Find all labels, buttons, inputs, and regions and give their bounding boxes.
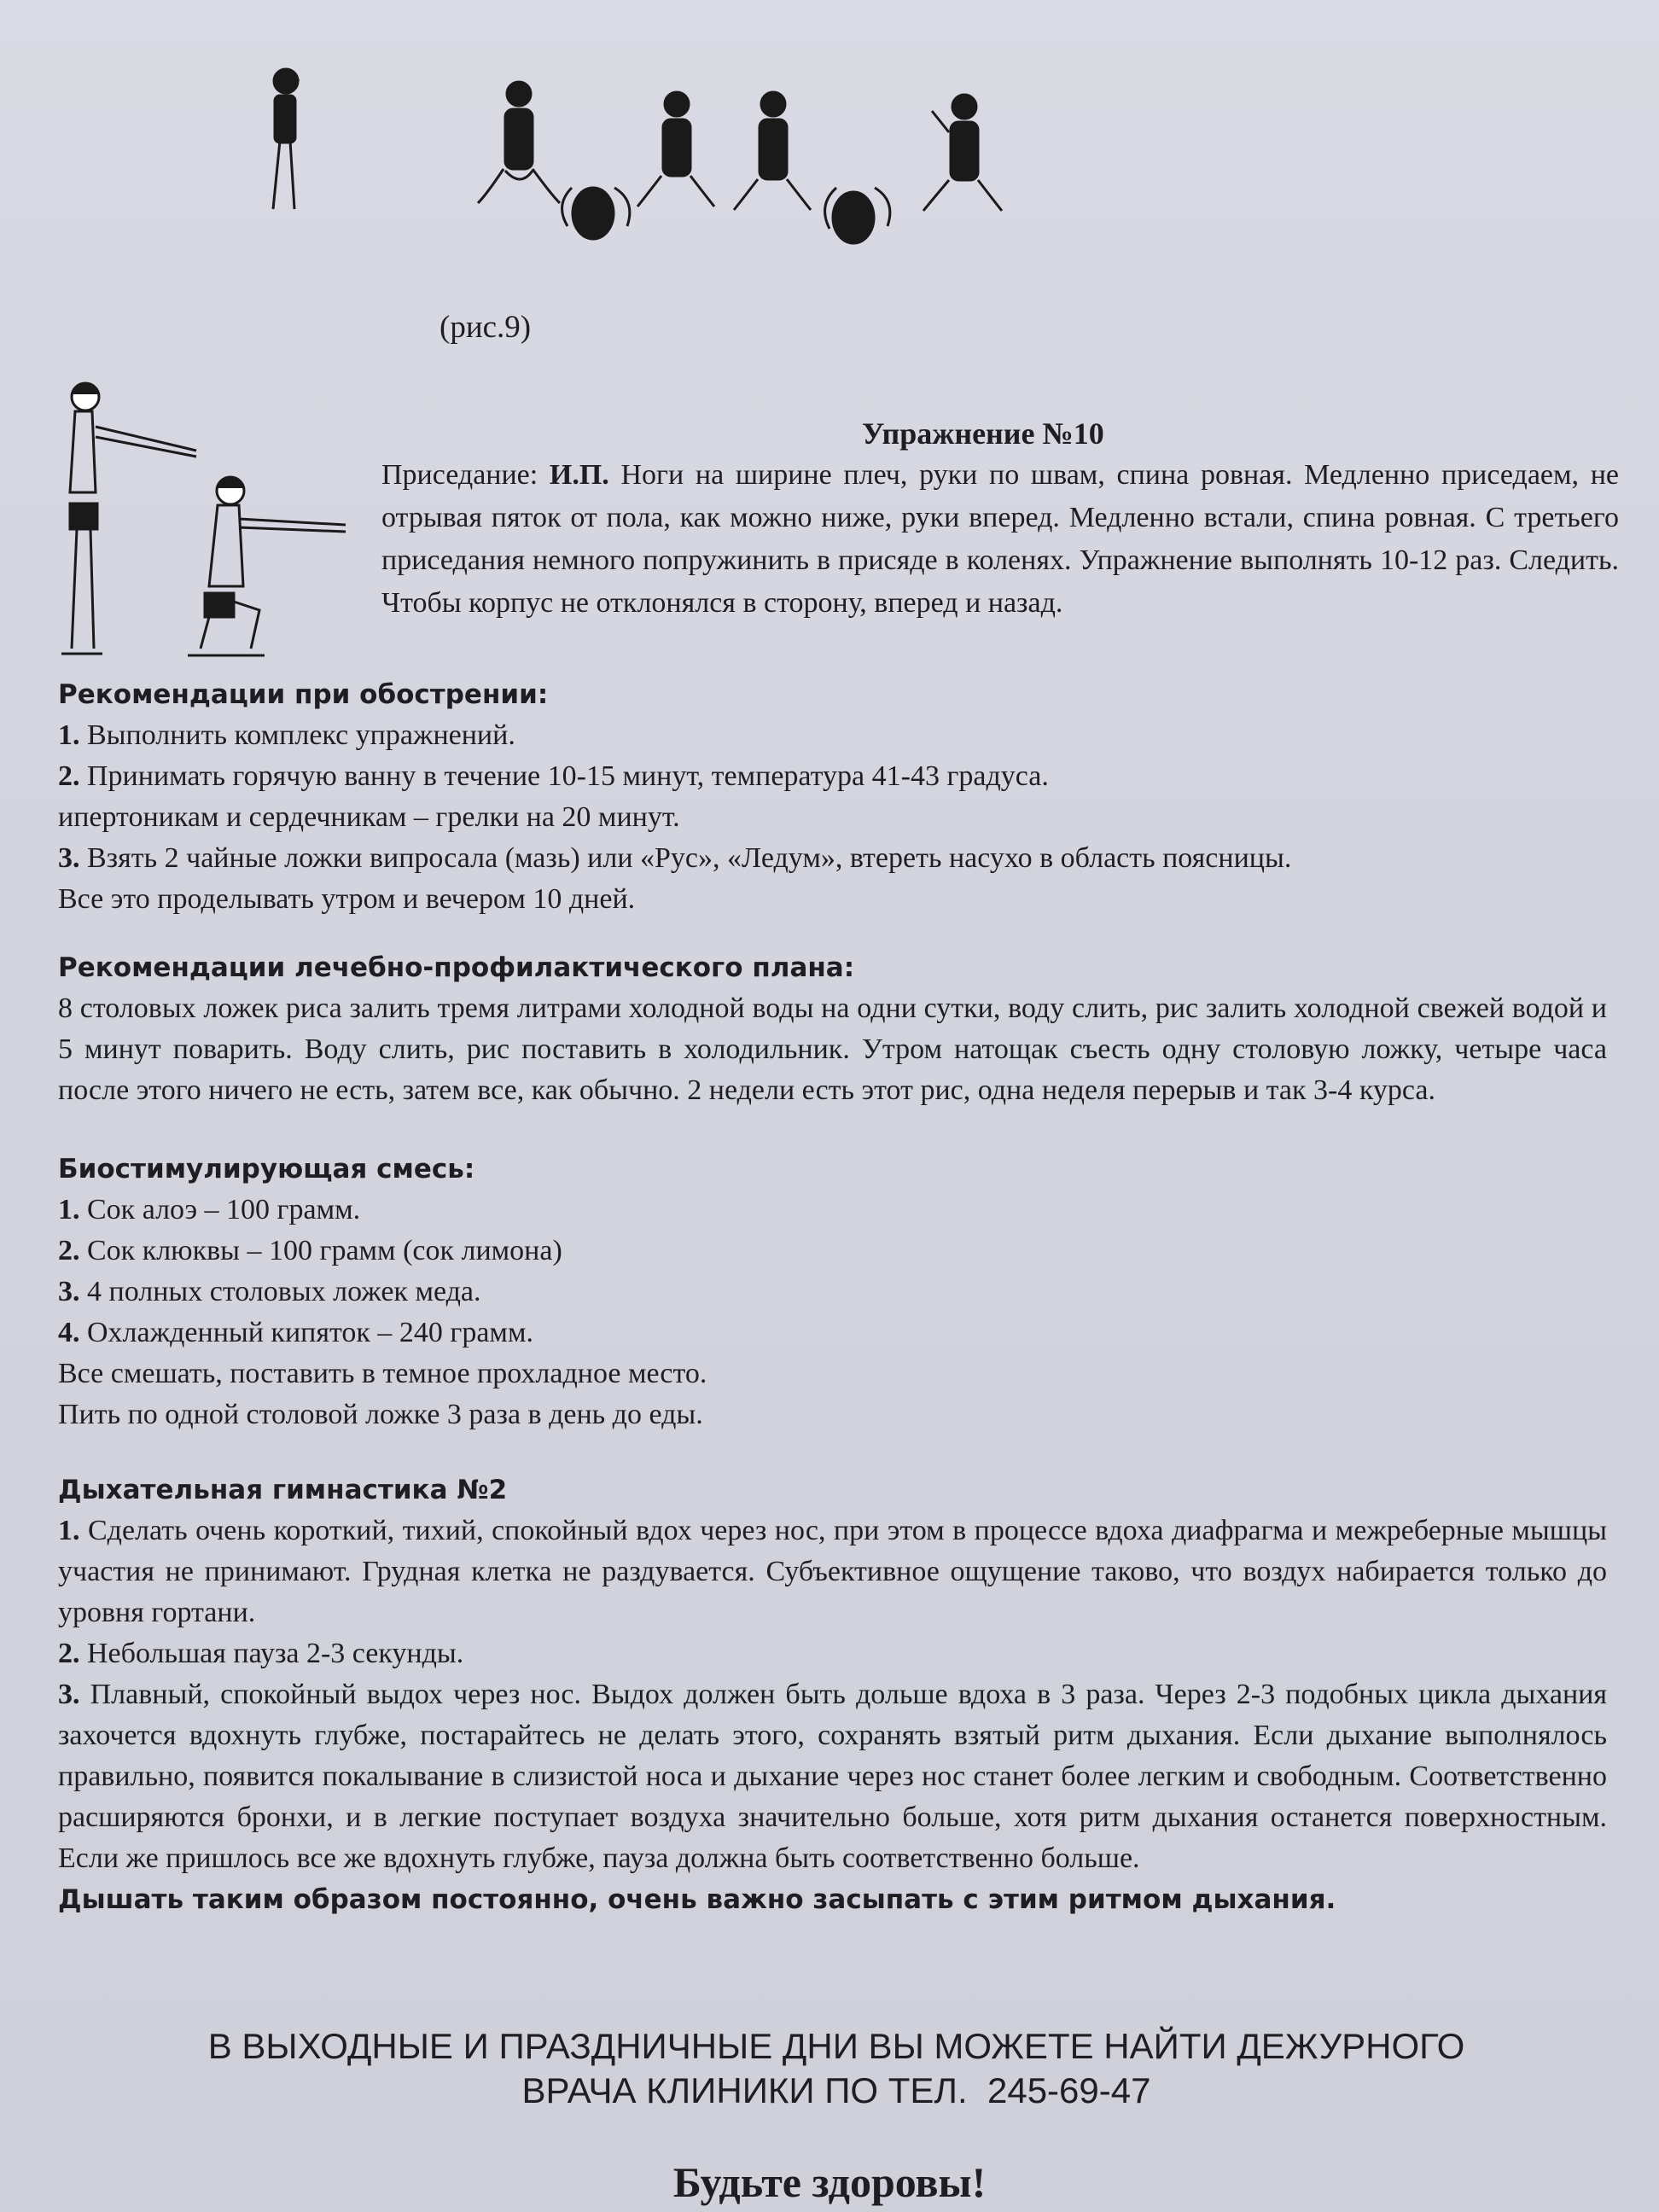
figure-10-squat-illustration bbox=[51, 375, 358, 666]
figure-kneeling-1 bbox=[478, 82, 560, 203]
farewell: Будьте здоровы! bbox=[672, 2158, 987, 2206]
figure-kneeling-3 bbox=[734, 92, 811, 210]
section-biomix-title: Биостимулирующая смесь: bbox=[58, 1154, 475, 1185]
list-item: 2. Небольшая пауза 2-3 секунды. bbox=[58, 1638, 464, 1669]
notice-line-1: В ВЫХОДНЫЕ И ПРАЗДНИЧНЫЕ ДНИ ВЫ МОЖЕТЕ НАЙТИ ДЕЖУРНОГО bbox=[207, 2026, 1465, 2066]
section-breathing-title: Дыхательная гимнастика №2 bbox=[58, 1475, 508, 1505]
section-prophylactic-title: Рекомендации лечебно-профилактического плана: bbox=[58, 952, 855, 983]
list-item: 1. Сок алоэ – 100 грамм. bbox=[58, 1194, 361, 1225]
list-item: 2. Сок клюквы – 100 грамм (сок лимона) bbox=[58, 1235, 562, 1266]
list-item: 3. Плавный, спокойный выдох через нос. Выдох должен быть дольше вдоха в 3 раза. Через 2-3 подобных цикла дыхания захочется вдохнуть глубже, постарайтесь не делать этого, сохранять взятый ритм дыхания. Если дыхание выполнялось правильно, появится покалывание в слизистой носа и дыхание через нос станет более легким и свободным. Соответственно расширяются бронхи, и в легкие поступает воздуха значительно больше, хотя ритм дыхания останется поверхностным. Если же пришлось все же вдохнуть глубже, пауза должна быть соответственно больше. bbox=[58, 1679, 1608, 1874]
figure-bent-1 bbox=[562, 188, 630, 239]
exercise-10-description bbox=[381, 454, 1619, 625]
exercise-10-title: Упражнение №10 bbox=[862, 416, 1104, 451]
list-item: 3. 4 полных столовых ложек меда. bbox=[58, 1276, 481, 1307]
exercise-10-text: Ноги на ширине плеч, руки по швам, спина ровная. Медленно приседаем, не отрывая пяток от пола, как можно ниже, руки вперед. Медленно встали, спина ровная. С третьего приседания немного попружинить в присяде в коленях. Упражнение выполнять 10-12 раз. Следить. Чтобы корпус не отклонялся в сторону, вперед и назад. bbox=[381, 459, 1619, 619]
figure-standing bbox=[273, 69, 299, 209]
figure-kneeling-2 bbox=[637, 92, 714, 207]
section-prophylactic-text: 8 столовых ложек риса залить тремя литрами холодной воды на одни сутки, воду слить, рис залить холодной свежей водой и 5 минут поварить. Воду слить, рис поставить в холодильник. Утром натощак съесть одну столовую ложку, четыре часа после этого ничего не есть, затем все, как обычно. 2 недели есть этот рис, одна неделя перерыв и так 3-4 курса. bbox=[58, 992, 1607, 1106]
section-biomix-note-1: Все смешать, поставить в темное прохладное место. bbox=[58, 1358, 707, 1389]
figure-9-illustration bbox=[247, 60, 1101, 282]
duty-doctor-notice bbox=[77, 2024, 1596, 2113]
list-item: 2. Принимать горячую ванну в течение 10-15 минут, температура 41-43 градуса. bbox=[58, 760, 1049, 792]
list-item: ипертоникам и сердечникам – грелки на 20 минут. bbox=[58, 801, 680, 833]
section-prophylactic bbox=[58, 947, 1607, 1111]
figure-9-caption: (рис.9) bbox=[439, 310, 532, 345]
list-item: 1. Сделать очень короткий, тихий, спокойный вдох через нос, при этом в процессе вдоха диафрагма и межреберные мышцы участия не принимают. Грудная клетка не раздувается. Субъективное ощущение таково, что воздух набирается только до уровня гортани. bbox=[58, 1515, 1607, 1628]
figure-kneeling-4 bbox=[923, 95, 1002, 211]
list-item: 3. Взять 2 чайные ложки випросала (мазь) или «Рус», «Ледум», втереть насухо в область поясницы. bbox=[58, 842, 1292, 874]
list-item: 4. Охлажденный кипяток – 240 грамм. bbox=[58, 1317, 533, 1348]
section-biomix-note-2: Пить по одной столовой ложке 3 раза в день до еды. bbox=[58, 1399, 703, 1430]
list-item: 1. Выполнить комплекс упражнений. bbox=[58, 719, 515, 751]
section-acute-note: Все это проделывать утром и вечером 10 дней. bbox=[58, 883, 636, 915]
section-biomix bbox=[58, 1149, 1607, 1435]
figure-standing-arms-forward bbox=[61, 383, 196, 654]
section-acute-title: Рекомендации при обострении: bbox=[58, 679, 549, 710]
figure-squatting bbox=[188, 477, 346, 655]
exercise-10-ip: И.П. bbox=[549, 459, 609, 491]
section-acute bbox=[58, 674, 1607, 920]
figure-bent-2 bbox=[825, 188, 890, 243]
notice-phone: 245-69-47 bbox=[987, 2070, 1151, 2110]
section-breathing-final: Дышать таким образом постоянно, очень важно засыпать с этим ритмом дыхания. bbox=[58, 1884, 1336, 1915]
exercise-10-lead: Приседание: bbox=[381, 459, 538, 491]
section-breathing bbox=[58, 1470, 1607, 1920]
notice-line-2: ВРАЧА КЛИНИКИ ПО ТЕЛ. 245-69-47 bbox=[521, 2070, 1151, 2110]
